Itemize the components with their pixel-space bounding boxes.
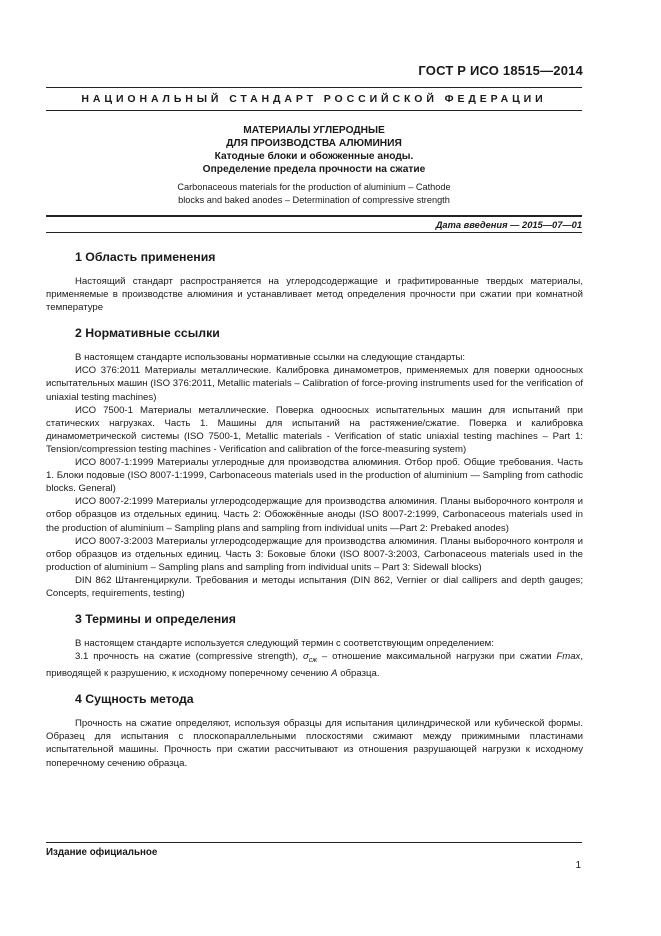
term-text-a: 3.1 прочность на сжатие (compressive strength),: [75, 651, 303, 663]
reference-item: ИСО 376:2011 Материалы металлические. Калибровка динамометров, применяемых для поверки одноосных испытательных машин (ISO 376:2011, Metallic materials – Calibration of force-proving instruments used for the verification of uniaxial testing machines): [46, 365, 583, 403]
reference-item: ИСО 8007-2:1999 Материалы углеродсодержащие для производства алюминия. Планы выборочного контроля и отбор образцов из отдельных единиц. Часть 2: Обожжённые аноды (ISO 8007-2:1999, Carbonaceous materials used in the production of aluminium – Sampling plans and sampling from individual units —Part 2: Prebaked anodes): [46, 496, 583, 534]
section-1-heading: 1 Область применения: [75, 250, 216, 264]
fmax-symbol: Fmax: [556, 651, 581, 663]
term-text-b: – отношение максимальной нагрузки при сжатии: [317, 651, 557, 663]
section-4-paragraph: Прочность на сжатие определяют, используя образцы для испытания цилиндрической или кубической формы. Образец для испытания с плоскопараллельными плоскостями сжимают между прижимными пластинами испытательной машины. Прочность при сжатии рассчитывают из отношения разрушающей нагрузки к исходному поперечному сечению образца.: [46, 718, 583, 769]
date-rule: [46, 232, 582, 233]
section-1-paragraph: Настоящий стандарт распространяется на углеродсодержащие и графитированные твердых материалы, применяемые в производстве алюминия и устанавливает метод определения прочности при сжатии при комнатной температуре: [46, 276, 583, 314]
section-3-heading: 3 Термины и определения: [75, 612, 236, 627]
term-text-c: , приводящей к разрушению, к исходному поперечному сечению: [46, 651, 583, 680]
title-line-2: ДЛЯ ПРОИЗВОДСТВА АЛЮМИНИЯ: [226, 138, 402, 149]
reference-item: ИСО 8007-3:2003 Материалы углеродсодержащие для производства алюминия. Планы выборочного контроля и отбор образцов из отдельных единиц. Часть 3: Боковые блоки (ISO 8007-3:2003, Carbonaceous materials used in the production of aluminium – Sampling plans and sampling from individual units – Part 3: Sidewall blocks): [46, 535, 583, 573]
page-number: 1: [575, 860, 581, 871]
english-title-line-2: blocks and baked anodes – Determination of compressive strength: [178, 195, 450, 205]
document-title: [46, 124, 582, 176]
standard-code: ГОСТ Р ИСО 18515—2014: [418, 63, 583, 78]
english-title: [46, 181, 582, 207]
reference-item: ИСО 7500-1 Материалы металлические. Поверка одноосных испытательных машин для испытаний при статических нагрузках. Часть 1. Машины для испытаний на растяжение/сжатие. Поверка и калибровка динамометрической системы (ISO 7500-1, Metallic materials - Verification of static uniaxial testing machines – Part 1: Tension/compression testing machines - Verification and calibration of the force-measuring system): [46, 404, 583, 455]
reference-item: DIN 862 Штангенциркули. Требования и методы испытания (DIN 862, Vernier or dial callipers and depth gauges; Concepts, requirements, testing): [46, 574, 583, 599]
section-2-intro: В настоящем стандарте использованы нормативные ссылки на следующие стандарты:: [75, 352, 466, 364]
edition-label: Издание официальное: [46, 847, 158, 858]
reference-item: ИСО 8007-1:1999 Материалы углеродные для производства алюминия. Отбор проб. Общие требования. Часть 1. Блоки подовые (ISO 8007-1:1999, Carbonaceous materials used in the production of aluminium — Sampling from cathodic blocks. General): [46, 457, 583, 495]
introduction-date: Дата введения — 2015—07—01: [435, 220, 582, 230]
section-2-heading: 2 Нормативные ссылки: [75, 326, 220, 341]
term-text-d: образца.: [337, 668, 380, 680]
banner-rule: [46, 110, 582, 111]
document-body: [46, 238, 583, 770]
term-definition: [46, 650, 583, 680]
section-4-heading: 4 Сущность метода: [75, 692, 194, 707]
title-rule: [46, 215, 582, 217]
section-3-intro: В настоящем стандарте используется следующий термин с соответствующим определением:: [75, 638, 494, 650]
sigma-symbol: $\sigma_{сж}$: [302, 651, 318, 665]
area-symbol: A: [331, 668, 338, 680]
header-rule: [46, 87, 582, 88]
title-line-1: МАТЕРИАЛЫ УГЛЕРОДНЫЕ: [243, 125, 385, 136]
title-line-3: Катодные блоки и обожженные аноды.: [214, 151, 414, 162]
footer-rule: [46, 842, 582, 843]
english-title-line-1: Carbonaceous materials for the production of aluminium – Cathode: [177, 182, 451, 192]
title-line-4: Определение предела прочности на сжатие: [202, 164, 426, 175]
national-standard-banner: НАЦИОНАЛЬНЫЙ СТАНДАРТ РОССИЙСКОЙ ФЕДЕРАЦИИ: [81, 93, 547, 105]
